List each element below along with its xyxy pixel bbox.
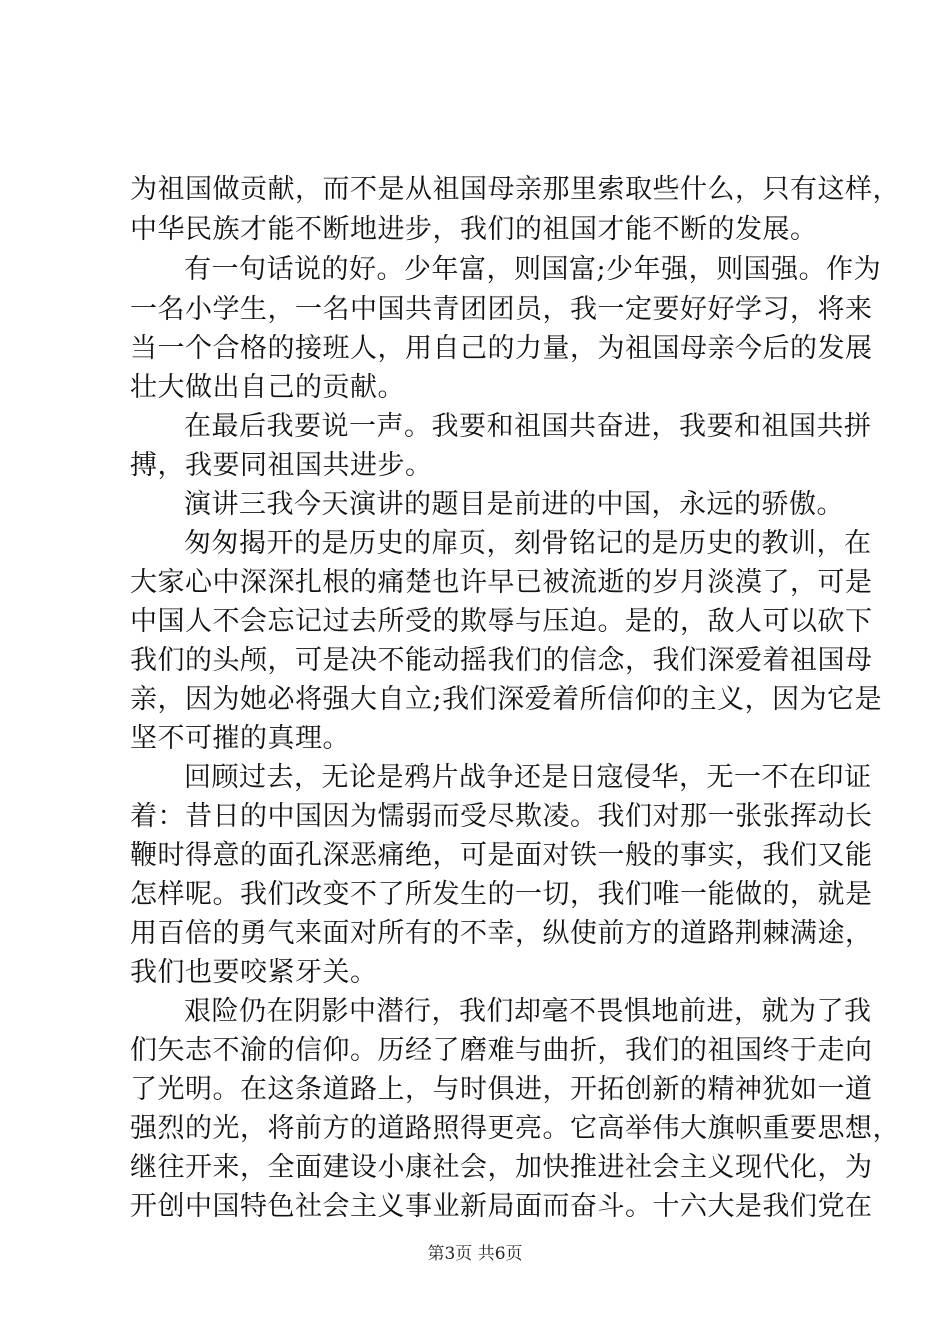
body-text-line: 继往开来，全面建设小康社会，加快推进社会主义现代化，为 [130,1152,873,1183]
body-text-line: 为祖国做贡献，而不是从祖国母亲那里索取些什么，只有这样， [130,174,900,205]
body-text-line: 中国人不会忘记过去所受的欺辱与压迫。是的，敌人可以砍下 [130,606,873,637]
body-text-line: 大家心中深深扎根的痛楚也许早已被流逝的岁月淡漠了，可是 [130,567,873,598]
body-text-line: 强烈的光，将前方的道路照得更亮。它高举伟大旗帜重要思想， [130,1113,900,1144]
body-text-line: 中华民族才能不断地进步，我们的祖国才能不断的发展。 [130,214,818,245]
page-number-footer: 第3页 共6页 [427,1244,523,1264]
body-text-line: 怎样呢。我们改变不了所发生的一切，我们唯一能做的，就是 [130,879,873,910]
body-text-line: 回顾过去，无论是鸦片战争还是日寇侵华，无一不在印证 [184,762,872,793]
body-text-line: 着：昔日的中国因为懦弱而受尽欺凌。我们对那一张张挥动长 [130,801,873,832]
body-text-line: 鞭时得意的面孔深恶痛绝，可是面对铁一般的事实，我们又能 [130,840,873,871]
body-text-line: 演讲三我今天演讲的题目是前进的中国，永远的骄傲。 [184,489,844,520]
body-text-line: 们矢志不渝的信仰。历经了磨难与曲折，我们的祖国终于走向 [130,1035,873,1066]
body-text-line: 坚不可摧的真理。 [130,723,350,754]
body-text-line: 了光明。在这条道路上，与时俱进，开拓创新的精神犹如一道 [130,1074,873,1105]
body-text-line: 我们的头颅，可是决不能动摇我们的信念，我们深爱着祖国母 [130,645,873,676]
body-text-line: 一名小学生，一名中国共青团团员，我一定要好好学习，将来 [130,294,873,325]
body-text-line: 在最后我要说一声。我要和祖国共奋进，我要和祖国共拼 [184,411,872,442]
body-text-line: 当一个合格的接班人，用自己的力量，为祖国母亲今后的发展 [130,333,873,364]
body-text-line: 有一句话说的好。少年富，则国富;少年强，则国强。作为 [184,254,882,285]
body-text-line: 我们也要咬紧牙关。 [130,957,378,988]
body-text-line: 艰险仍在阴影中潜行，我们却毫不畏惧地前进，就为了我 [184,996,872,1027]
body-text-line: 匆匆揭开的是历史的扉页，刻骨铭记的是历史的教训，在 [184,528,872,559]
body-text-line: 用百倍的勇气来面对所有的不幸，纵使前方的道路荆棘满途， [130,918,873,949]
body-text-line: 亲，因为她必将强大自立;我们深爱着所信仰的主义，因为它是 [130,684,883,715]
body-text-line: 开创中国特色社会主义事业新局面而奋斗。十六大是我们党在 [130,1191,873,1222]
body-text-line: 搏，我要同祖国共进步。 [130,450,433,481]
body-text-line: 壮大做出自己的贡献。 [130,372,405,403]
